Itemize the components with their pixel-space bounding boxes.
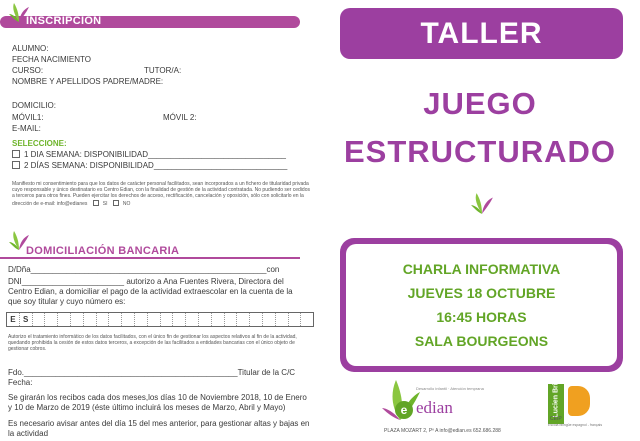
edian-wordmark: edian — [416, 398, 453, 417]
movil2-label: MÓVIL 2: — [163, 113, 197, 122]
checkbox-1-dia[interactable] — [12, 150, 20, 158]
option-1-dia-label: 1 DIA SEMANA: DISPONIBILIDAD_______________________________ — [24, 150, 286, 159]
firma-line: Fdo.________________________________________________Titular de la C/C — [8, 368, 296, 377]
option-2-dias[interactable] — [12, 161, 287, 171]
cuenta-line: que soy titular y cuyo número es: — [8, 297, 126, 306]
no-label: NO — [122, 200, 131, 207]
info-line-sala: SALA BOURGEONS — [414, 333, 549, 349]
leaf-logo-icon — [470, 192, 494, 216]
info-box — [340, 238, 623, 372]
domiciliacion-title: DOMICILIACIÓN BANCARIA — [26, 245, 180, 257]
autorizo-line: Centro Edian, a domiciliar el pago de la actividad extraescolar en la cuenta de la — [8, 287, 293, 296]
aviso-text: Es necesario avisar antes del día 15 del mes anterior, para gestionar altas y bajas en la actividad — [8, 419, 310, 438]
legal-text: Autorizo el tratamiento informático de los datos facilitados, con el único fin de gestionar los aspectos relativos al fin de la actividad, quedando prohibida la cesión de estos datos terceros, a excepción de las facilitados a entidades bancarias con el único objeto de gestionar cobros. — [8, 334, 297, 353]
edian-logo — [382, 378, 492, 424]
title-line-2: ESTRUCTURADO — [343, 134, 617, 169]
tutor-label: TUTOR/A: — [144, 66, 182, 75]
recibos-text: Se girarán los recibos cada dos meses,los días 10 de Noviembre 2018, 10 de Enero y 10 de Marzo de 2019 (éste último incluirá los meses de Marzo, Abril y Mayo) — [8, 393, 307, 412]
dni-line: DNI_______________________ autorizo a Ana Fuentes Rivera, Directora del — [8, 277, 284, 286]
domicilio-label: DOMICILIO: — [12, 101, 57, 110]
info-line-fecha: JUEVES 18 OCTUBRE — [407, 285, 556, 301]
info-line-hora: 16:45 HORAS — [436, 309, 527, 325]
checkbox-2-dias[interactable] — [12, 161, 20, 169]
inscripcion-title: INSCRIPCIÓN — [26, 15, 102, 27]
address-line: PLAZA MOZART 2, Pº A info@edian.es 652.686.288 — [384, 428, 501, 434]
inscripcion-header — [6, 12, 300, 32]
email-label: E-MAIL: — [12, 124, 41, 133]
svg-text:e: e — [400, 403, 408, 417]
fecha-label: Fecha: — [8, 378, 33, 387]
lucien-briet-logo — [548, 377, 624, 428]
consent-text: Manifiesto mi consentimiento para que los datos de carácter personal facilitados, sean incorporados a un fichero de titularidad privada cuyo responsable y único destinatario es Centro Edian, con la finalidad de gestión de la actividad contratada. No pudiendo ser cedidos a terceros para otros fines. Pueden ejercitar los derechos de acceso, rectificación, cancelación y oposición, sólo con solicitarlo en la dirección de e-mail: info@edianes SI NO — [12, 181, 310, 207]
ceip-label: CEIP — [550, 416, 562, 422]
leaf-logo-icon — [8, 2, 30, 24]
leaf-logo-icon — [8, 230, 30, 252]
fecha-nacimiento-label: FECHA NACIMIENTO — [12, 55, 91, 64]
si-label: SI — [102, 200, 108, 207]
movil1-label: MÓVIL1: — [12, 113, 44, 122]
alumno-label: ALUMNO: — [12, 44, 49, 53]
title-line-1: JUEGO — [423, 86, 537, 121]
seleccione-label: SELECCIONE: — [12, 139, 67, 148]
letter-b-icon — [568, 386, 590, 416]
taller-banner — [340, 8, 623, 59]
lucien-briet-wordmark: Lucien Briet — [552, 377, 560, 418]
checkbox-no[interactable] — [113, 200, 119, 206]
edian-leaf-icon — [382, 378, 420, 422]
cover-panel — [320, 0, 640, 441]
iban-e: E — [7, 313, 20, 326]
lucien-caption: Escola bilingüe espagnol - français — [548, 423, 603, 427]
iban-s: S — [20, 313, 33, 326]
checkbox-si[interactable] — [93, 200, 99, 206]
iban-field[interactable] — [6, 312, 314, 327]
option-2-dias-label: 2 DÍAS SEMANA: DISPONIBILIDAD______________________________ — [24, 161, 288, 170]
edian-subtitle: Desarrollo infantil · Atención temprana — [416, 386, 484, 391]
info-line-charla: CHARLA INFORMATIVA — [402, 261, 561, 277]
option-1-dia[interactable] — [12, 150, 286, 160]
curso-label: CURSO: — [12, 66, 44, 75]
taller-label: TALLER — [420, 16, 543, 50]
nombre-padre-label: NOMBRE Y APELLIDOS PADRE/MADRE: — [12, 77, 164, 86]
dona-line: D/Dña_____________________________________________________con — [8, 265, 280, 274]
